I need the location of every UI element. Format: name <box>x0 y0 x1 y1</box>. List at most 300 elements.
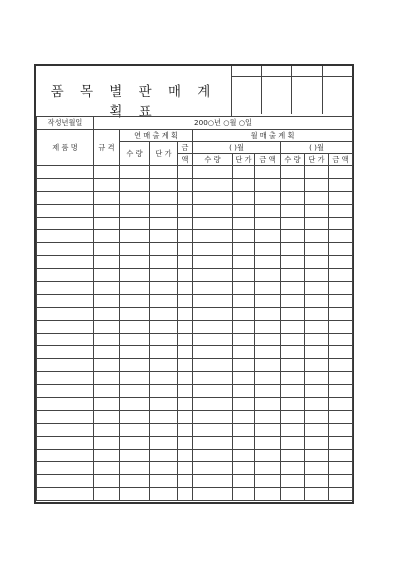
table-cell[interactable] <box>233 475 255 488</box>
table-cell[interactable] <box>233 372 255 385</box>
table-cell[interactable] <box>329 488 353 501</box>
table-cell[interactable] <box>150 178 178 191</box>
table-cell[interactable] <box>37 449 94 462</box>
table-cell[interactable] <box>120 217 150 230</box>
table-cell[interactable] <box>37 243 94 256</box>
table-row <box>37 320 353 333</box>
table-cell[interactable] <box>329 436 353 449</box>
table-cell[interactable] <box>233 398 255 411</box>
table-cell[interactable] <box>233 178 255 191</box>
table-cell[interactable] <box>120 398 150 411</box>
table-cell[interactable] <box>305 269 329 282</box>
table-cell[interactable] <box>150 462 178 475</box>
table-cell[interactable] <box>150 294 178 307</box>
table-cell[interactable] <box>233 385 255 398</box>
table-cell[interactable] <box>178 462 193 475</box>
table-cell[interactable] <box>329 320 353 333</box>
table-cell[interactable] <box>193 243 233 256</box>
table-cell[interactable] <box>94 243 120 256</box>
table-cell[interactable] <box>329 230 353 243</box>
table-cell[interactable] <box>150 256 178 269</box>
table-cell[interactable] <box>281 256 305 269</box>
table-cell[interactable] <box>94 282 120 295</box>
table-cell[interactable] <box>150 243 178 256</box>
table-cell[interactable] <box>178 385 193 398</box>
table-row <box>37 256 353 269</box>
table-cell[interactable] <box>233 346 255 359</box>
table-cell[interactable] <box>281 230 305 243</box>
table-cell[interactable] <box>150 410 178 423</box>
table-cell[interactable] <box>305 282 329 295</box>
table-cell[interactable] <box>281 346 305 359</box>
table-cell[interactable] <box>305 191 329 204</box>
table-cell[interactable] <box>37 178 94 191</box>
table-cell[interactable] <box>281 488 305 501</box>
table-cell[interactable] <box>178 423 193 436</box>
table-row <box>37 410 353 423</box>
table-cell[interactable] <box>37 410 94 423</box>
table-cell[interactable] <box>193 372 233 385</box>
table-cell[interactable] <box>120 333 150 346</box>
table-cell[interactable] <box>193 475 233 488</box>
table-cell[interactable] <box>120 372 150 385</box>
table-cell[interactable] <box>255 320 281 333</box>
table-cell[interactable] <box>329 346 353 359</box>
table-cell[interactable] <box>120 178 150 191</box>
table-cell[interactable] <box>193 359 233 372</box>
table-cell[interactable] <box>305 217 329 230</box>
table-cell[interactable] <box>178 410 193 423</box>
table-cell[interactable] <box>329 410 353 423</box>
annual-plan-header: 연 매 출 계 획 <box>120 130 193 142</box>
table-cell[interactable] <box>178 282 193 295</box>
table-cell[interactable] <box>94 217 120 230</box>
table-cell[interactable] <box>94 488 120 501</box>
table-cell[interactable] <box>329 204 353 217</box>
table-cell[interactable] <box>233 320 255 333</box>
table-cell[interactable] <box>120 307 150 320</box>
table-cell[interactable] <box>178 256 193 269</box>
table-cell[interactable] <box>150 346 178 359</box>
table-cell[interactable] <box>94 410 120 423</box>
table-cell[interactable] <box>233 256 255 269</box>
table-cell[interactable] <box>281 423 305 436</box>
table-cell[interactable] <box>94 230 120 243</box>
table-cell[interactable] <box>329 462 353 475</box>
table-cell[interactable] <box>94 191 120 204</box>
table-cell[interactable] <box>255 269 281 282</box>
table-cell[interactable] <box>37 204 94 217</box>
table-cell[interactable] <box>178 307 193 320</box>
table-cell[interactable] <box>281 372 305 385</box>
table-cell[interactable] <box>37 359 94 372</box>
table-cell[interactable] <box>94 294 120 307</box>
table-cell[interactable] <box>178 217 193 230</box>
table-cell[interactable] <box>305 294 329 307</box>
table-cell[interactable] <box>329 372 353 385</box>
table-cell[interactable] <box>305 449 329 462</box>
table-cell[interactable] <box>329 423 353 436</box>
table-cell[interactable] <box>37 256 94 269</box>
month-b-header[interactable]: ( )월 <box>281 142 353 154</box>
table-cell[interactable] <box>255 398 281 411</box>
table-cell[interactable] <box>305 166 329 179</box>
table-cell[interactable] <box>255 359 281 372</box>
table-cell[interactable] <box>305 320 329 333</box>
table-cell[interactable] <box>305 230 329 243</box>
table-cell[interactable] <box>281 178 305 191</box>
table-cell[interactable] <box>193 178 233 191</box>
table-row <box>37 423 353 436</box>
table-cell[interactable] <box>233 230 255 243</box>
table-cell[interactable] <box>120 423 150 436</box>
table-cell[interactable] <box>233 410 255 423</box>
table-cell[interactable] <box>193 333 233 346</box>
table-cell[interactable] <box>255 333 281 346</box>
table-cell[interactable] <box>193 488 233 501</box>
table-cell[interactable] <box>329 282 353 295</box>
table-cell[interactable] <box>178 488 193 501</box>
table-cell[interactable] <box>305 475 329 488</box>
table-cell[interactable] <box>305 178 329 191</box>
table-cell[interactable] <box>94 346 120 359</box>
table-cell[interactable] <box>193 398 233 411</box>
table-cell[interactable] <box>120 243 150 256</box>
table-cell[interactable] <box>281 307 305 320</box>
table-cell[interactable] <box>150 307 178 320</box>
table-cell[interactable] <box>193 204 233 217</box>
table-cell[interactable] <box>94 320 120 333</box>
table-cell[interactable] <box>150 359 178 372</box>
table-cell[interactable] <box>255 372 281 385</box>
table-cell[interactable] <box>178 346 193 359</box>
table-cell[interactable] <box>305 372 329 385</box>
table-cell[interactable] <box>178 449 193 462</box>
table-cell[interactable] <box>37 488 94 501</box>
table-cell[interactable] <box>37 423 94 436</box>
table-cell[interactable] <box>193 191 233 204</box>
table-cell[interactable] <box>233 462 255 475</box>
table-cell[interactable] <box>120 282 150 295</box>
table-cell[interactable] <box>37 475 94 488</box>
table-cell[interactable] <box>281 191 305 204</box>
table-cell[interactable] <box>120 230 150 243</box>
table-cell[interactable] <box>329 191 353 204</box>
table-cell[interactable] <box>120 475 150 488</box>
table-cell[interactable] <box>255 282 281 295</box>
table-cell[interactable] <box>255 191 281 204</box>
table-cell[interactable] <box>233 449 255 462</box>
table-cell[interactable] <box>94 385 120 398</box>
month-b-amount-header: 금 액 <box>329 154 353 166</box>
table-cell[interactable] <box>255 294 281 307</box>
table-cell[interactable] <box>281 333 305 346</box>
table-cell[interactable] <box>281 217 305 230</box>
table-cell[interactable] <box>37 191 94 204</box>
table-cell[interactable] <box>193 269 233 282</box>
table-cell[interactable] <box>94 307 120 320</box>
table-cell[interactable] <box>193 462 233 475</box>
table-cell[interactable] <box>37 230 94 243</box>
table-cell[interactable] <box>281 410 305 423</box>
table-cell[interactable] <box>281 385 305 398</box>
table-cell[interactable] <box>193 436 233 449</box>
table-cell[interactable] <box>178 475 193 488</box>
table-cell[interactable] <box>37 307 94 320</box>
table-cell[interactable] <box>329 256 353 269</box>
month-a-header[interactable]: ( )월 <box>193 142 281 154</box>
table-cell[interactable] <box>305 462 329 475</box>
table-cell[interactable] <box>329 307 353 320</box>
table-cell[interactable] <box>233 307 255 320</box>
table-cell[interactable] <box>281 449 305 462</box>
header-row-1 <box>37 130 353 142</box>
table-cell[interactable] <box>305 307 329 320</box>
table-cell[interactable] <box>193 320 233 333</box>
table-cell[interactable] <box>281 243 305 256</box>
table-cell[interactable] <box>120 256 150 269</box>
table-cell[interactable] <box>233 359 255 372</box>
table-cell[interactable] <box>329 359 353 372</box>
table-cell[interactable] <box>305 333 329 346</box>
table-cell[interactable] <box>120 204 150 217</box>
table-cell[interactable] <box>94 269 120 282</box>
table-cell[interactable] <box>233 282 255 295</box>
table-cell[interactable] <box>233 204 255 217</box>
table-cell[interactable] <box>281 282 305 295</box>
table-cell[interactable] <box>37 462 94 475</box>
table-cell[interactable] <box>193 282 233 295</box>
table-cell[interactable] <box>281 462 305 475</box>
table-cell[interactable] <box>233 217 255 230</box>
table-cell[interactable] <box>193 307 233 320</box>
table-cell[interactable] <box>233 191 255 204</box>
table-cell[interactable] <box>255 449 281 462</box>
table-cell[interactable] <box>150 204 178 217</box>
table-cell[interactable] <box>281 475 305 488</box>
table-cell[interactable] <box>150 282 178 295</box>
table-cell[interactable] <box>120 385 150 398</box>
table-cell[interactable] <box>255 217 281 230</box>
table-cell[interactable] <box>120 462 150 475</box>
table-cell[interactable] <box>120 410 150 423</box>
annual-qty-header: 수 량 <box>120 142 150 166</box>
table-cell[interactable] <box>94 462 120 475</box>
table-cell[interactable] <box>150 385 178 398</box>
table-cell[interactable] <box>94 475 120 488</box>
table-cell[interactable] <box>255 256 281 269</box>
table-cell[interactable] <box>37 166 94 179</box>
table-cell[interactable] <box>329 166 353 179</box>
table-cell[interactable] <box>94 178 120 191</box>
table-cell[interactable] <box>281 204 305 217</box>
table-cell[interactable] <box>150 166 178 179</box>
table-cell[interactable] <box>329 269 353 282</box>
table-cell[interactable] <box>94 436 120 449</box>
table-cell[interactable] <box>37 398 94 411</box>
table-cell[interactable] <box>94 166 120 179</box>
table-cell[interactable] <box>329 449 353 462</box>
table-cell[interactable] <box>329 178 353 191</box>
table-cell[interactable] <box>150 449 178 462</box>
table-cell[interactable] <box>255 423 281 436</box>
table-cell[interactable] <box>193 449 233 462</box>
table-cell[interactable] <box>193 166 233 179</box>
table-cell[interactable] <box>255 488 281 501</box>
table-cell[interactable] <box>150 333 178 346</box>
table-cell[interactable] <box>120 320 150 333</box>
table-cell[interactable] <box>150 475 178 488</box>
table-cell[interactable] <box>120 346 150 359</box>
table-cell[interactable] <box>193 410 233 423</box>
table-cell[interactable] <box>193 423 233 436</box>
table-cell[interactable] <box>255 178 281 191</box>
table-cell[interactable] <box>37 333 94 346</box>
table-cell[interactable] <box>120 436 150 449</box>
table-cell[interactable] <box>37 372 94 385</box>
table-cell[interactable] <box>120 294 150 307</box>
table-cell[interactable] <box>281 294 305 307</box>
table-cell[interactable] <box>329 475 353 488</box>
table-cell[interactable] <box>255 230 281 243</box>
table-cell[interactable] <box>233 166 255 179</box>
table-cell[interactable] <box>255 436 281 449</box>
table-cell[interactable] <box>305 488 329 501</box>
table-cell[interactable] <box>150 191 178 204</box>
table-cell[interactable] <box>178 204 193 217</box>
table-cell[interactable] <box>178 436 193 449</box>
table-cell[interactable] <box>120 166 150 179</box>
table-cell[interactable] <box>305 385 329 398</box>
table-cell[interactable] <box>178 230 193 243</box>
table-cell[interactable] <box>281 269 305 282</box>
table-cell[interactable] <box>281 166 305 179</box>
table-cell[interactable] <box>193 256 233 269</box>
table-cell[interactable] <box>150 398 178 411</box>
table-cell[interactable] <box>193 217 233 230</box>
table-cell[interactable] <box>305 359 329 372</box>
table-cell[interactable] <box>150 423 178 436</box>
table-cell[interactable] <box>37 346 94 359</box>
table-cell[interactable] <box>94 398 120 411</box>
table-cell[interactable] <box>233 333 255 346</box>
table-cell[interactable] <box>255 166 281 179</box>
table-cell[interactable] <box>178 294 193 307</box>
table-cell[interactable] <box>37 436 94 449</box>
table-cell[interactable] <box>329 217 353 230</box>
table-cell[interactable] <box>178 398 193 411</box>
table-cell[interactable] <box>255 243 281 256</box>
spec-header: 규 격 <box>94 130 120 166</box>
table-cell[interactable] <box>329 398 353 411</box>
table-cell[interactable] <box>305 423 329 436</box>
table-cell[interactable] <box>281 359 305 372</box>
table-cell[interactable] <box>150 320 178 333</box>
table-cell[interactable] <box>37 294 94 307</box>
table-cell[interactable] <box>178 320 193 333</box>
table-cell[interactable] <box>120 269 150 282</box>
table-cell[interactable] <box>94 333 120 346</box>
table-cell[interactable] <box>305 410 329 423</box>
table-cell[interactable] <box>150 488 178 501</box>
table-cell[interactable] <box>281 398 305 411</box>
table-cell[interactable] <box>178 372 193 385</box>
table-cell[interactable] <box>233 488 255 501</box>
table-cell[interactable] <box>329 333 353 346</box>
table-cell[interactable] <box>193 385 233 398</box>
table-cell[interactable] <box>233 243 255 256</box>
table-cell[interactable] <box>305 398 329 411</box>
approval-cell-divider <box>291 66 292 114</box>
table-cell[interactable] <box>233 436 255 449</box>
table-cell[interactable] <box>255 475 281 488</box>
table-cell[interactable] <box>94 359 120 372</box>
table-cell[interactable] <box>281 436 305 449</box>
table-cell[interactable] <box>233 294 255 307</box>
table-cell[interactable] <box>255 410 281 423</box>
table-cell[interactable] <box>193 294 233 307</box>
table-cell[interactable] <box>150 269 178 282</box>
table-cell[interactable] <box>329 294 353 307</box>
table-cell[interactable] <box>305 346 329 359</box>
table-cell[interactable] <box>120 449 150 462</box>
table-cell[interactable] <box>178 191 193 204</box>
table-cell[interactable] <box>120 191 150 204</box>
table-cell[interactable] <box>178 178 193 191</box>
table-cell[interactable] <box>120 488 150 501</box>
table-cell[interactable] <box>178 166 193 179</box>
table-cell[interactable] <box>150 436 178 449</box>
table-cell[interactable] <box>255 204 281 217</box>
table-cell[interactable] <box>329 385 353 398</box>
table-cell[interactable] <box>94 449 120 462</box>
table-cell[interactable] <box>178 243 193 256</box>
approval-box <box>231 66 353 116</box>
table-cell[interactable] <box>178 333 193 346</box>
table-cell[interactable] <box>305 436 329 449</box>
table-cell[interactable] <box>329 243 353 256</box>
table-cell[interactable] <box>255 385 281 398</box>
table-cell[interactable] <box>94 204 120 217</box>
table-cell[interactable] <box>305 256 329 269</box>
table-cell[interactable] <box>255 307 281 320</box>
table-cell[interactable] <box>281 320 305 333</box>
table-cell[interactable] <box>233 269 255 282</box>
table-cell[interactable] <box>150 372 178 385</box>
table-cell[interactable] <box>94 423 120 436</box>
table-cell[interactable] <box>120 359 150 372</box>
table-cell[interactable] <box>178 269 193 282</box>
date-value[interactable]: 200○년 ○월 ○일 <box>94 117 353 130</box>
table-cell[interactable] <box>305 243 329 256</box>
table-cell[interactable] <box>233 423 255 436</box>
table-cell[interactable] <box>37 269 94 282</box>
table-cell[interactable] <box>255 462 281 475</box>
table-cell[interactable] <box>94 256 120 269</box>
table-cell[interactable] <box>255 346 281 359</box>
table-cell[interactable] <box>178 359 193 372</box>
table-cell[interactable] <box>37 217 94 230</box>
table-cell[interactable] <box>150 230 178 243</box>
table-cell[interactable] <box>37 320 94 333</box>
table-cell[interactable] <box>193 346 233 359</box>
table-cell[interactable] <box>37 385 94 398</box>
table-cell[interactable] <box>37 282 94 295</box>
table-cell[interactable] <box>305 204 329 217</box>
table-cell[interactable] <box>150 217 178 230</box>
table-cell[interactable] <box>94 372 120 385</box>
table-cell[interactable] <box>193 230 233 243</box>
